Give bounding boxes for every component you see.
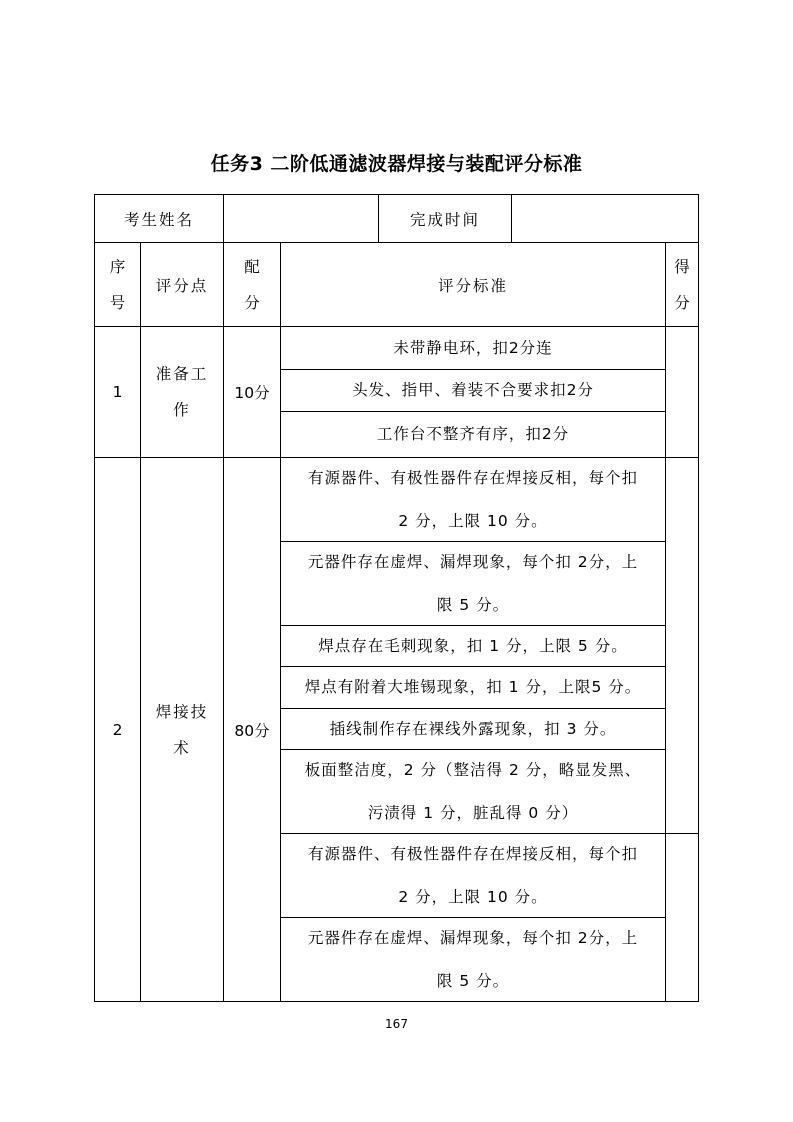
col-header-criteria: 评分标准 — [437, 276, 508, 295]
row-2-criterion-2: 元器件存在虚焊、漏焊现象，每个扣 2分，上 限 5 分。 — [307, 552, 639, 614]
col-header-point: 评分点 — [155, 276, 209, 295]
time-label: 完成时间 — [409, 210, 480, 229]
document-title: 任务3 二阶低通滤波器焊接与装配评分标准 — [210, 153, 583, 175]
row-2-criterion-1: 有源器件、有极性器件存在焊接反相，每个扣 2 分，上限 10 分。 — [307, 468, 638, 530]
row-2-got-continued[interactable] — [666, 834, 698, 1001]
row-2-got[interactable] — [666, 458, 698, 833]
row-2-criterion-5: 插线制作存在裸线外露现象，扣 3 分。 — [329, 719, 617, 738]
row-2-seq: 2 — [112, 720, 123, 739]
name-label: 考生姓名 — [123, 210, 194, 229]
row-1-score: 10分 — [234, 384, 270, 402]
row-1-seq: 1 — [112, 383, 123, 401]
row-1-got[interactable] — [666, 327, 698, 457]
row-1-criterion-2: 头发、指甲、着装不合要求扣2分 — [352, 381, 594, 399]
page-number: 167 — [385, 1017, 408, 1031]
row-2-criterion-7: 有源器件、有极性器件存在焊接反相，每个扣 2 分，上限 10 分。 — [307, 844, 638, 906]
time-value[interactable] — [512, 195, 698, 242]
col-header-got: 得 分 — [674, 257, 690, 312]
row-2-point: 焊接技 术 — [155, 702, 209, 757]
name-value[interactable] — [224, 195, 378, 242]
row-2-criterion-6: 板面整洁度，2 分（整洁得 2 分，略显发黑、 污渍得 1 分，脏乱得 0 分） — [304, 760, 642, 822]
row-1-criterion-1: 未带静电环，扣2分连 — [393, 338, 553, 357]
col-header-score: 配 分 — [244, 257, 260, 312]
col-header-seq: 序 号 — [109, 257, 126, 312]
row-1-point: 准备工 作 — [155, 365, 209, 419]
row-2-criterion-4: 焊点有附着大堆锡现象，扣 1 分，上限5 分。 — [304, 678, 642, 696]
row-2-criterion-8: 元器件存在虚焊、漏焊现象，每个扣 2分，上 限 5 分。 — [307, 928, 639, 990]
row-1-criterion-3: 工作台不整齐有序，扣2分 — [376, 425, 570, 443]
row-2-criterion-3: 焊点存在毛刺现象，扣 1 分，上限 5 分。 — [318, 636, 628, 655]
row-2-score: 80分 — [234, 721, 270, 740]
